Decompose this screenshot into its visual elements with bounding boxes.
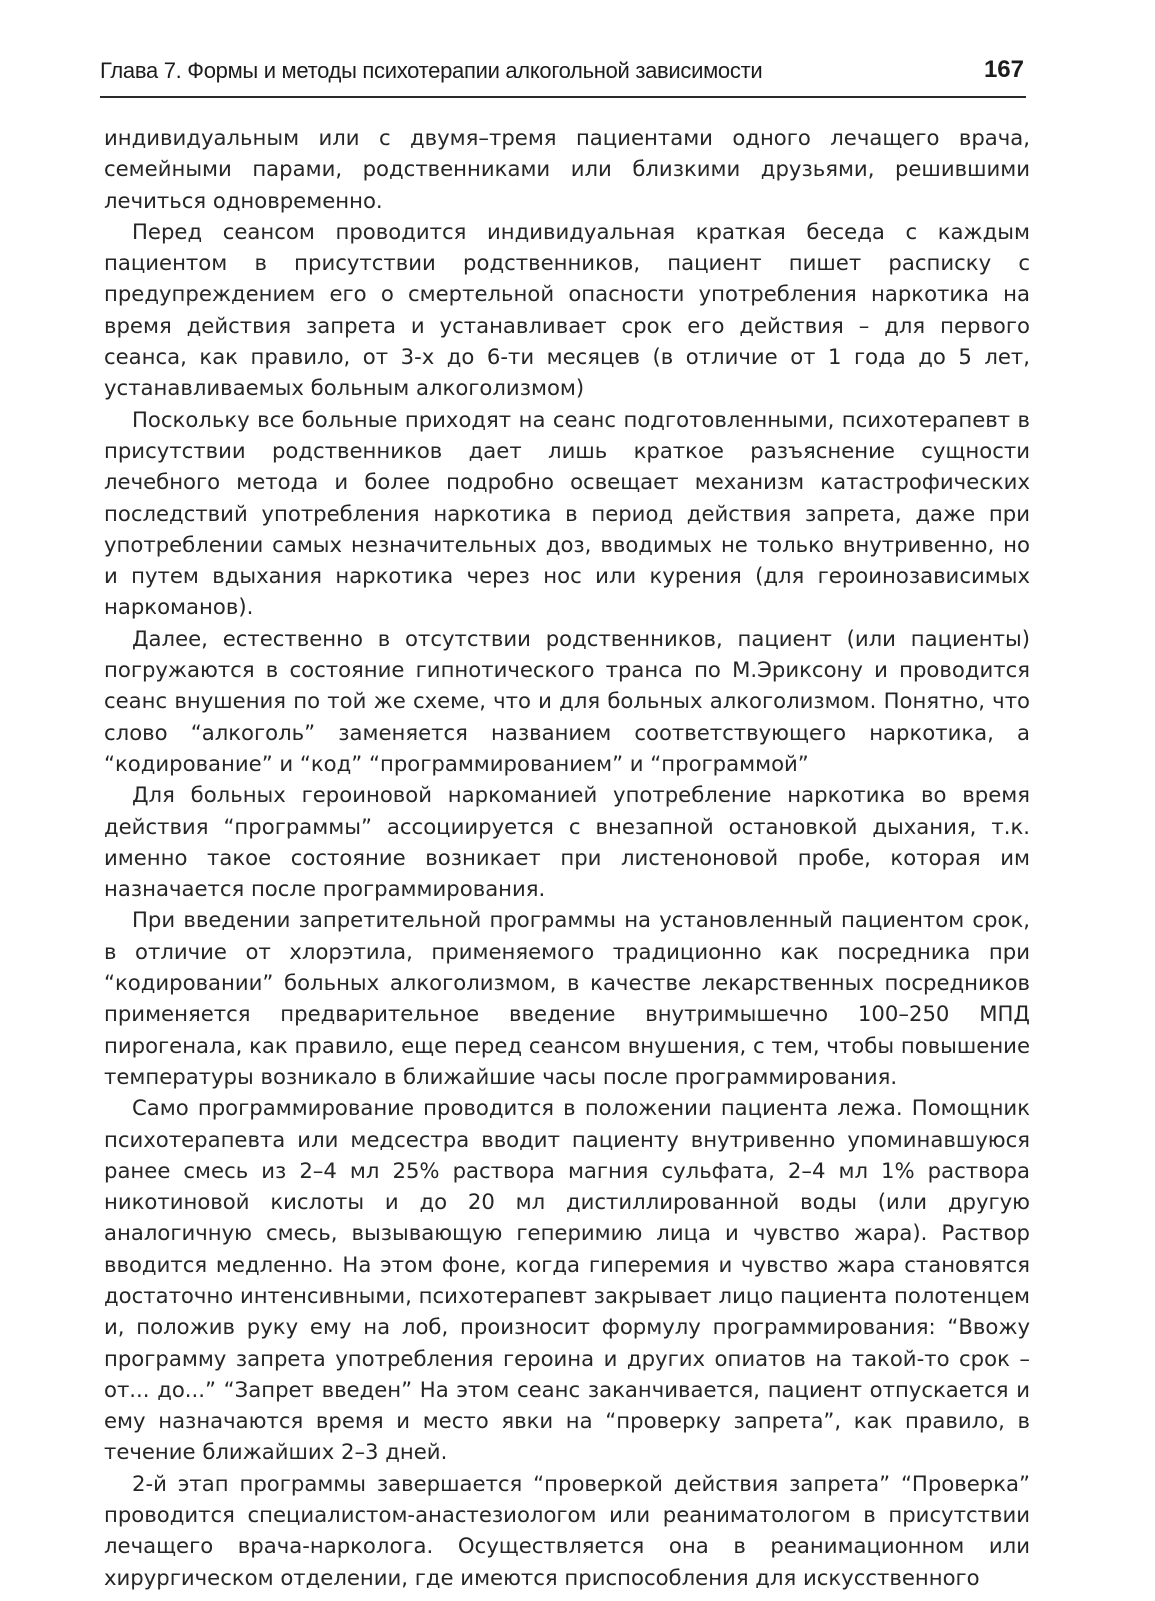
page-number: 167	[983, 56, 1024, 83]
paragraph-continuation: индивидуальным или с двумя–тремя пациентами одного лечащего врача, семейными парами, родственниками или близкими друзьями, решившими лечиться одновременно.	[104, 125, 1030, 213]
header-rule	[100, 96, 1026, 98]
paragraph-pyrogenal: При введении запретительной программы на установленный пациентом срок, в отличие от хлорэтила, применяемого традиционно как посредника при “кодировании” больных алкоголизмом, в качестве лекарственных посредников применяется предварительное введение внутримышечно 100–250 МПД пирогенала, как правило, еще перед сеансом внушения, с тем, чтобы повышение температуры возникало в ближайшие часы после программирования.	[104, 907, 1030, 1089]
paragraph-hypnotic-trance: Далее, естественно в отсутствии родственников, пациент (или пациенты) погружаются в состояние гипнотического транса по М.Эриксону и проводится сеанс внушения по той же схеме, что и для больных алкоголизмом. Понятно, что слово “алкоголь” заменяется названием соответствующего наркотика, а “кодирование” и “код” “программированием” и “программой”	[104, 625, 1030, 776]
paragraph-pre-session-talk: Перед сеансом проводится индивидуальная краткая беседа с каждым пациентом в присутствии родственников, пациент пишет расписку с предупреждением его о смертельной опасности употребления наркотика на время действия запрета и устанавливает срок его действия – для первого сеанса, как правило, от 3-х до 6-ти месяцев (в отличие от 1 года до 5 лет, устанавливаемых больным алкоголизмом)	[104, 218, 1030, 401]
running-title: Глава 7. Формы и методы психотерапии алкогольной зависимости	[100, 58, 763, 83]
paragraph-second-stage: 2-й этап программы завершается “проверкой действия запрета” “Проверка” проводится специалистом-анастезиологом или реаниматологом в присутствии лечащего врача-нарколога. Осуществляется она в реанимационном или хирургическом отделении, где имеются приспособления для искусственного	[104, 1470, 1030, 1590]
paragraph-heroin-association: Для больных героиновой наркоманией употребление наркотика во время действия “программы” ассоциируется с внезапной остановкой дыхания, т.к. именно такое состояние возникает при листеноновой пробе, которая им назначается после программирования.	[104, 782, 1030, 902]
paragraph-programming-procedure: Само программирование проводится в положении пациента лежа. Помощник психотерапевта или медсестра вводит пациенту внутривенно упоминавшуюся ранее смесь из 2–4 мл 25% раствора магния сульфата, 2–4 мл 1% раствора никотиновой кислоты и до 20 мл дистиллированной воды (или другую аналогичную смесь, вызывающую геперимию лица и чувство жара). Раствор вводится медленно. На этом фоне, когда гиперемия и чувство жара становятся достаточно интенсивными, психотерапевт закрывает лицо пациента полотенцем и, положив руку ему на лоб, произносит формулу программирования: “Ввожу программу запрета употребления героина и других опиатов на такой-то срок – от... до...” “Запрет введен” На этом сеанс заканчивается, пациент отпускается и ему назначаются время и место явки на “проверку запрета”, как правило, в течение ближайших 2–3 дней.	[104, 1095, 1030, 1465]
body-text	[104, 122, 1030, 1593]
running-header	[100, 58, 1030, 92]
paragraph-explanation: Поскольку все больные приходят на сеанс подготовленными, психотерапевт в присутствии родственников дает лишь краткое разъяснение сущности лечебного метода и более подробно освещает механизм катастрофических последствий употребления наркотика в период действия запрета, даже при употреблении самых незначительных доз, вводимых не только внутривенно, но и путем вдыхания наркотика через нос или курения (для героинозависимых наркоманов).	[104, 406, 1030, 620]
